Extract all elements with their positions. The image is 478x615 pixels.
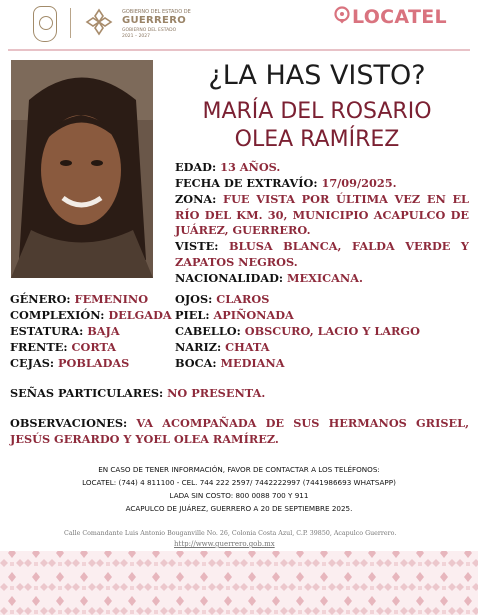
forehead-label: FRENTE: <box>10 340 68 354</box>
zone-row <box>175 192 469 239</box>
nose-row <box>175 340 270 356</box>
date-label: FECHA DE EXTRAVÍO: <box>175 176 318 190</box>
nose-label: NARIZ: <box>175 340 222 354</box>
marks-label: SEÑAS PARTICULARES: <box>10 386 164 400</box>
marks-value: NO PRESENTA. <box>167 386 266 400</box>
mouth-row <box>175 356 285 372</box>
build-row <box>10 308 172 324</box>
contact-place-date: ACAPULCO DE JUÁREZ, GUERRERO A 20 DE SEPTIEMBRE 2025. <box>125 504 353 513</box>
gov-line-3: GOBIERNO DEL ESTADO <box>122 28 177 33</box>
build-value: DELGADA <box>108 308 172 322</box>
eyes-value: CLAROS <box>216 292 270 306</box>
header-divider <box>70 8 71 38</box>
clothing-value: BLUSA BLANCA, FALDA VERDE Y ZAPATOS NEGROS. <box>175 239 469 269</box>
nationality-label: NACIONALIDAD: <box>175 271 284 285</box>
skin-label: PIEL: <box>175 308 210 322</box>
age-label: EDAD: <box>175 160 217 174</box>
hair-row <box>175 324 420 340</box>
clothing-label: VISTE: <box>175 239 219 253</box>
observations-label: OBSERVACIONES: <box>10 416 128 430</box>
zone-value: FUE VISTA POR ÚLTIMA VEZ EN EL RÍO DEL KM. 30, MUNICIPIO ACAPULCO DE JUÁREZ, GUERRERO. <box>175 192 470 237</box>
contact-phones: LOCATEL: (744) 4 811100 - CEL. 744 222 2597/ 7442222997 (7441986693 WHATSAPP) <box>82 478 396 487</box>
skin-value: APIÑONADA <box>213 308 294 322</box>
gender-label: GÉNERO: <box>10 292 71 306</box>
nationality-row <box>175 271 363 287</box>
clothing-row <box>175 239 469 270</box>
height-row <box>10 324 120 340</box>
height-label: ESTATURA: <box>10 324 84 338</box>
forehead-row <box>10 340 116 356</box>
footer-website-link[interactable]: http://www.guerrero.gob.mx <box>174 540 275 548</box>
observations-row <box>10 416 469 447</box>
eyes-label: OJOS: <box>175 292 213 306</box>
eyebrows-row <box>10 356 129 372</box>
gov-line-1: GOBIERNO DEL ESTADO DE <box>122 9 191 15</box>
eyebrows-label: CEJAS: <box>10 356 55 370</box>
forehead-value: CORTA <box>71 340 117 354</box>
decorative-pattern-band <box>0 545 478 615</box>
height-value: BAJA <box>87 324 120 338</box>
contact-intro: EN CASO DE TENER INFORMACIÓN, FAVOR DE CONTACTAR A LOS TELÉFONOS: <box>98 465 380 474</box>
guerrero-emblem-icon <box>84 7 114 37</box>
header-rule <box>8 49 470 51</box>
person-name-line-1: MARÍA DEL ROSARIO <box>202 99 432 124</box>
eyes-row <box>175 292 269 308</box>
build-label: COMPLEXIÓN: <box>10 308 105 322</box>
nose-value: CHATA <box>225 340 270 354</box>
location-pin-icon <box>333 6 351 24</box>
gov-name: GUERRERO <box>122 15 186 26</box>
age-value: 13 AÑOS. <box>220 160 281 174</box>
hair-value: OBSCURO, LACIO Y LARGO <box>244 324 420 338</box>
zone-label: ZONA: <box>175 192 217 206</box>
contact-toll-free: LADA SIN COSTO: 800 0088 700 Y 911 <box>169 491 309 500</box>
skin-row <box>175 308 294 324</box>
gender-row <box>10 292 148 308</box>
observations-value: VA ACOMPAÑADA DE SUS HERMANOS GRISEL, JESÚS GERARDO Y YOEL OLEA RAMÍREZ. <box>10 416 469 446</box>
marks-row <box>10 386 265 402</box>
age-row <box>175 160 280 176</box>
footer-address: Calle Comandante Luis Antonio Bouganville No. 26, Colonia Costa Azul, C.P. 39850, Acapulco Guerrero. <box>64 530 397 537</box>
gender-value: FEMENINO <box>74 292 149 306</box>
state-seal-logo <box>33 6 57 42</box>
nationality-value: MEXICANA. <box>287 271 363 285</box>
missing-person-photo <box>11 60 153 278</box>
person-name-line-2: OLEA RAMÍREZ <box>234 127 400 152</box>
eyebrows-value: POBLADAS <box>57 356 130 370</box>
mouth-label: BOCA: <box>175 356 217 370</box>
date-row <box>175 176 397 192</box>
gov-line-4: 2021 – 2027 <box>122 34 151 39</box>
mouth-value: MEDIANA <box>220 356 285 370</box>
hair-label: CABELLO: <box>175 324 241 338</box>
locatel-brand: LOCATEL <box>352 6 447 28</box>
date-value: 17/09/2025. <box>321 176 397 190</box>
headline: ¿LA HAS VISTO? <box>208 60 426 91</box>
